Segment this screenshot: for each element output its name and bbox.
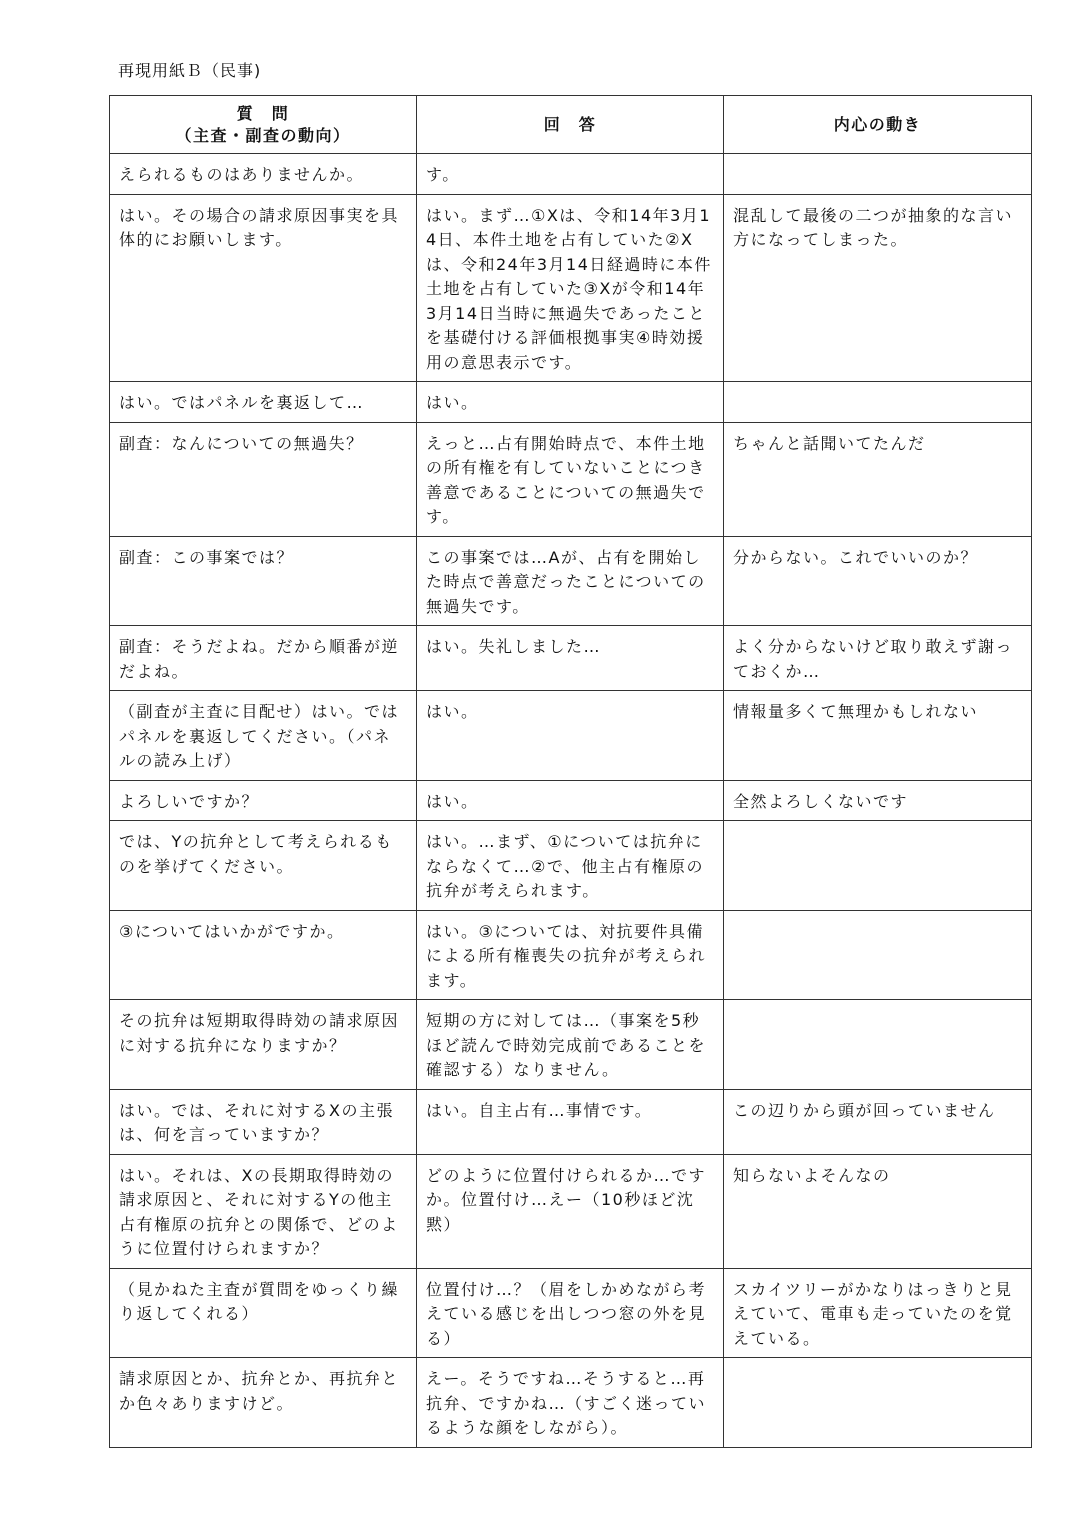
feeling-cell: スカイツリーがかなりはっきりと見えていて、電車も走っていたのを覚えている。 — [724, 1268, 1032, 1358]
feeling-cell — [724, 1358, 1032, 1448]
table-row — [110, 1154, 1032, 1268]
answer-cell: どのように位置付けられるか…ですか。位置付け…えー（10秒ほど沈黙） — [417, 1154, 724, 1268]
feeling-cell: よく分からないけど取り敢えず謝っておくか… — [724, 626, 1032, 691]
table-row — [110, 821, 1032, 911]
table-row — [110, 536, 1032, 626]
feeling-cell: ちゃんと話聞いてたんだ — [724, 422, 1032, 536]
table-row — [110, 1268, 1032, 1358]
feeling-cell — [724, 154, 1032, 195]
question-cell: 副査：この事案では？ — [110, 536, 417, 626]
question-header-line1: 質 問 — [236, 103, 290, 123]
table-row — [110, 780, 1032, 821]
question-cell: 請求原因とか、抗弁とか、再抗弁とか色々ありますけど。 — [110, 1358, 417, 1448]
question-cell: その抗弁は短期取得時効の請求原因に対する抗弁になりますか？ — [110, 1000, 417, 1090]
answer-cell: この事案では…Aが、占有を開始した時点で善意だったことについての無過失です。 — [417, 536, 724, 626]
feeling-cell: 混乱して最後の二つが抽象的な言い方になってしまった。 — [724, 194, 1032, 382]
answer-cell: はい。 — [417, 382, 724, 423]
table-row — [110, 154, 1032, 195]
table-row — [110, 1089, 1032, 1154]
answer-cell: はい。 — [417, 780, 724, 821]
table-row — [110, 422, 1032, 536]
table-row — [110, 626, 1032, 691]
table-row — [110, 910, 1032, 1000]
feeling-cell — [724, 821, 1032, 911]
feeling-cell: 知らないよそんなの — [724, 1154, 1032, 1268]
feeling-cell — [724, 910, 1032, 1000]
table-row — [110, 1000, 1032, 1090]
question-cell: 副査：そうだよね。だから順番が逆だよね。 — [110, 626, 417, 691]
interview-record-table — [109, 95, 1032, 1448]
answer-cell: えっと…占有開始時点で、本件土地の所有権を有していないことにつき善意であることについての無過失です。 — [417, 422, 724, 536]
feeling-cell: 分からない。これでいいのか？ — [724, 536, 1032, 626]
answer-cell: 位置付け…？（眉をしかめながら考えている感じを出しつつ窓の外を見る） — [417, 1268, 724, 1358]
question-cell: はい。その場合の請求原因事実を具体的にお願いします。 — [110, 194, 417, 382]
feeling-column-header: 内心の動き — [724, 96, 1032, 154]
question-cell: （副査が主査に目配せ）はい。ではパネルを裏返してください。（パネルの読み上げ） — [110, 691, 417, 781]
table-row — [110, 691, 1032, 781]
question-cell: はい。では、それに対するXの主張は、何を言っていますか？ — [110, 1089, 417, 1154]
question-cell: ③についてはいかがですか。 — [110, 910, 417, 1000]
question-cell: はい。それは、Xの長期取得時効の請求原因と、それに対するYの他主占有権原の抗弁との関係で、どのように位置付けられますか？ — [110, 1154, 417, 1268]
answer-cell: はい。自主占有…事情です。 — [417, 1089, 724, 1154]
answer-cell: はい。失礼しました… — [417, 626, 724, 691]
question-cell: （見かねた主査が質問をゆっくり繰り返してくれる） — [110, 1268, 417, 1358]
question-cell: 副査：なんについての無過失？ — [110, 422, 417, 536]
document-title: 再現用紙Ｂ（民事) — [118, 61, 262, 80]
table-row — [110, 382, 1032, 423]
answer-column-header: 回 答 — [417, 96, 724, 154]
question-cell: では、Yの抗弁として考えられるものを挙げてください。 — [110, 821, 417, 911]
answer-cell: はい。 — [417, 691, 724, 781]
feeling-cell — [724, 382, 1032, 423]
question-cell: はい。ではパネルを裏返して… — [110, 382, 417, 423]
answer-cell: はい。③については、対抗要件具備による所有権喪失の抗弁が考えられます。 — [417, 910, 724, 1000]
table-header-row — [110, 96, 1032, 154]
answer-cell: はい。…まず、①については抗弁にならなくて…②で、他主占有権原の抗弁が考えられます。 — [417, 821, 724, 911]
answer-cell: す。 — [417, 154, 724, 195]
feeling-cell — [724, 1000, 1032, 1090]
answer-cell: 短期の方に対しては…（事案を5秒ほど読んで時効完成前であることを確認する）なりません。 — [417, 1000, 724, 1090]
question-cell: えられるものはありませんか。 — [110, 154, 417, 195]
table-row — [110, 1358, 1032, 1448]
question-column-header — [110, 96, 417, 154]
answer-cell: えー。そうですね…そうすると…再抗弁、ですかね…（すごく迷っているような顔をしながら）。 — [417, 1358, 724, 1448]
table-row — [110, 194, 1032, 382]
question-cell: よろしいですか？ — [110, 780, 417, 821]
feeling-cell: 全然よろしくないです — [724, 780, 1032, 821]
feeling-cell: この辺りから頭が回っていません — [724, 1089, 1032, 1154]
feeling-cell: 情報量多くて無理かもしれない — [724, 691, 1032, 781]
question-header-line2: （主査・副査の動向） — [175, 125, 351, 145]
answer-cell: はい。まず…①Xは、令和14年3月14日、本件土地を占有していた②Xは、令和24年3月14日経過時に本件土地を占有していた③Xが令和14年3月14日当時に無過失であったことを基礎付ける評価根拠事実④時効援用の意思表示です。 — [417, 194, 724, 382]
